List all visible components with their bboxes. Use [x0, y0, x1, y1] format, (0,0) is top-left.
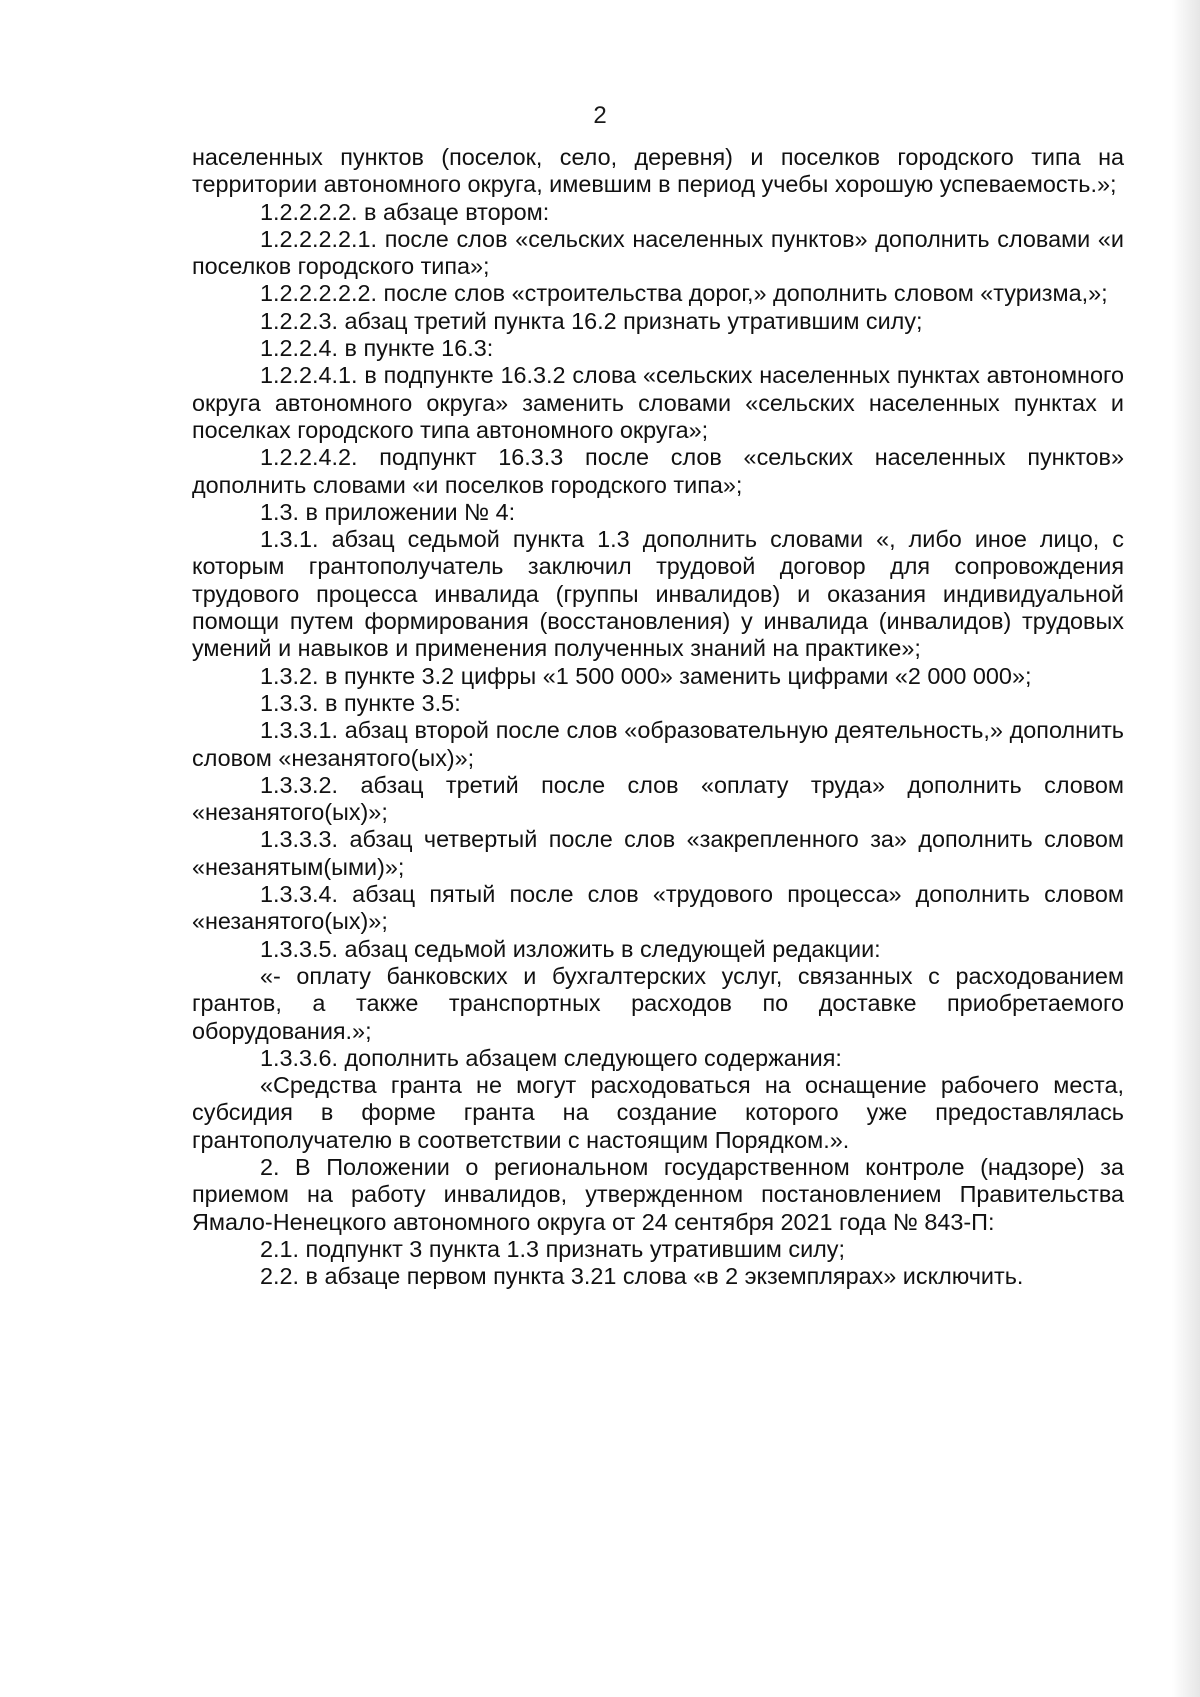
paragraph: 1.3.3.6. дополнить абзацем следующего содержания: — [260, 1044, 842, 1071]
paragraph: 1.3.3.5. абзац седьмой изложить в следующей редакции: — [260, 935, 881, 962]
paragraph: 1.3.3.4. абзац пятый после слов «трудового процесса» дополнить словом «незанятого(ых)»; — [192, 881, 1124, 935]
paragraph: 1.3.3.3. абзац четвертый после слов «закрепленного за» дополнить словом «незанятым(ыми)»; — [192, 826, 1124, 880]
paragraph: 1.3.2. в пункте 3.2 цифры «1 500 000» заменить цифрами «2 000 000»; — [260, 662, 1032, 689]
paragraph: 1.3.3.1. абзац второй после слов «образовательную деятельность,» дополнить словом «незанятого(ых)»; — [192, 717, 1124, 771]
paragraph: 2.2. в абзаце первом пункта 3.21 слова «в 2 экземплярах» исключить. — [260, 1263, 1024, 1290]
paragraph: 1.3.3. в пункте 3.5: — [260, 689, 461, 716]
paragraph: 1.3.3.2. абзац третий после слов «оплату труда» дополнить словом «незанятого(ых)»; — [192, 771, 1124, 826]
paragraph: 1.2.2.2.2.1. после слов «сельских населенных пунктов» дополнить словами «и поселков городского типа»; — [192, 225, 1124, 280]
paragraph: 1.2.2.2.2. в абзаце втором: — [260, 198, 550, 225]
paragraph: 1.2.2.4.2. подпункт 16.3.3 после слов «сельских населенных пунктов» дополнить словами «и поселков городского типа»; — [192, 444, 1124, 498]
paragraph: 1.3. в приложении № 4: — [260, 498, 516, 525]
paragraph: 2.1. подпункт 3 пункта 1.3 признать утратившим силу; — [260, 1235, 845, 1262]
paragraph: 2. В Положении о региональном государственном контроле (надзоре) за приемом на работу инвалидов, утвержденном постановлением Правительства Ямало-Ненецкого автономного округа от 24 сентября 2021 года № 843-П: — [192, 1153, 1124, 1235]
paragraph: «Средства гранта не могут расходоваться на оснащение рабочего места, субсидия в форме гранта на создание которого уже предоставлялась грантополучателю в соответствии с настоящим Порядком.». — [192, 1072, 1124, 1153]
paragraph: «- оплату банковских и бухгалтерских услуг, связанных с расходованием грантов, а также транспортных расходов по доставке приобретаемого оборудования.»; — [192, 962, 1124, 1044]
paragraph: 1.2.2.2.2.2. после слов «строительства дорог,» дополнить словом «туризма,»; — [260, 280, 1108, 307]
scan-edge-shadow — [1172, 0, 1200, 1697]
paragraph: 1.2.2.4.1. в подпункте 16.3.2 слова «сельских населенных пунктах автономного округа автономного округа» заменить словами «сельских населенных пунктах и поселках городского типа автономного округа»; — [192, 362, 1124, 443]
document-body — [192, 144, 1124, 1290]
page-number: 2 — [593, 102, 607, 129]
paragraph: населенных пунктов (поселок, село, деревня) и поселков городского типа на территории автономного округа, имевшим в период учебы хорошую успеваемость.»; — [192, 144, 1124, 198]
paragraph: 1.2.2.4. в пункте 16.3: — [260, 335, 494, 362]
paragraph: 1.2.2.3. абзац третий пункта 16.2 признать утратившим силу; — [260, 307, 923, 334]
paragraph: 1.3.1. абзац седьмой пункта 1.3 дополнить словами «, либо иное лицо, с которым грантополучатель заключил трудовой договор для сопровождения трудового процесса инвалида (группы инвалидов) и оказания индивидуальной помощи путем формирования (восстановления) у инвалида (инвалидов) трудовых умений и навыков и применения полученных знаний на практике»; — [192, 526, 1124, 662]
